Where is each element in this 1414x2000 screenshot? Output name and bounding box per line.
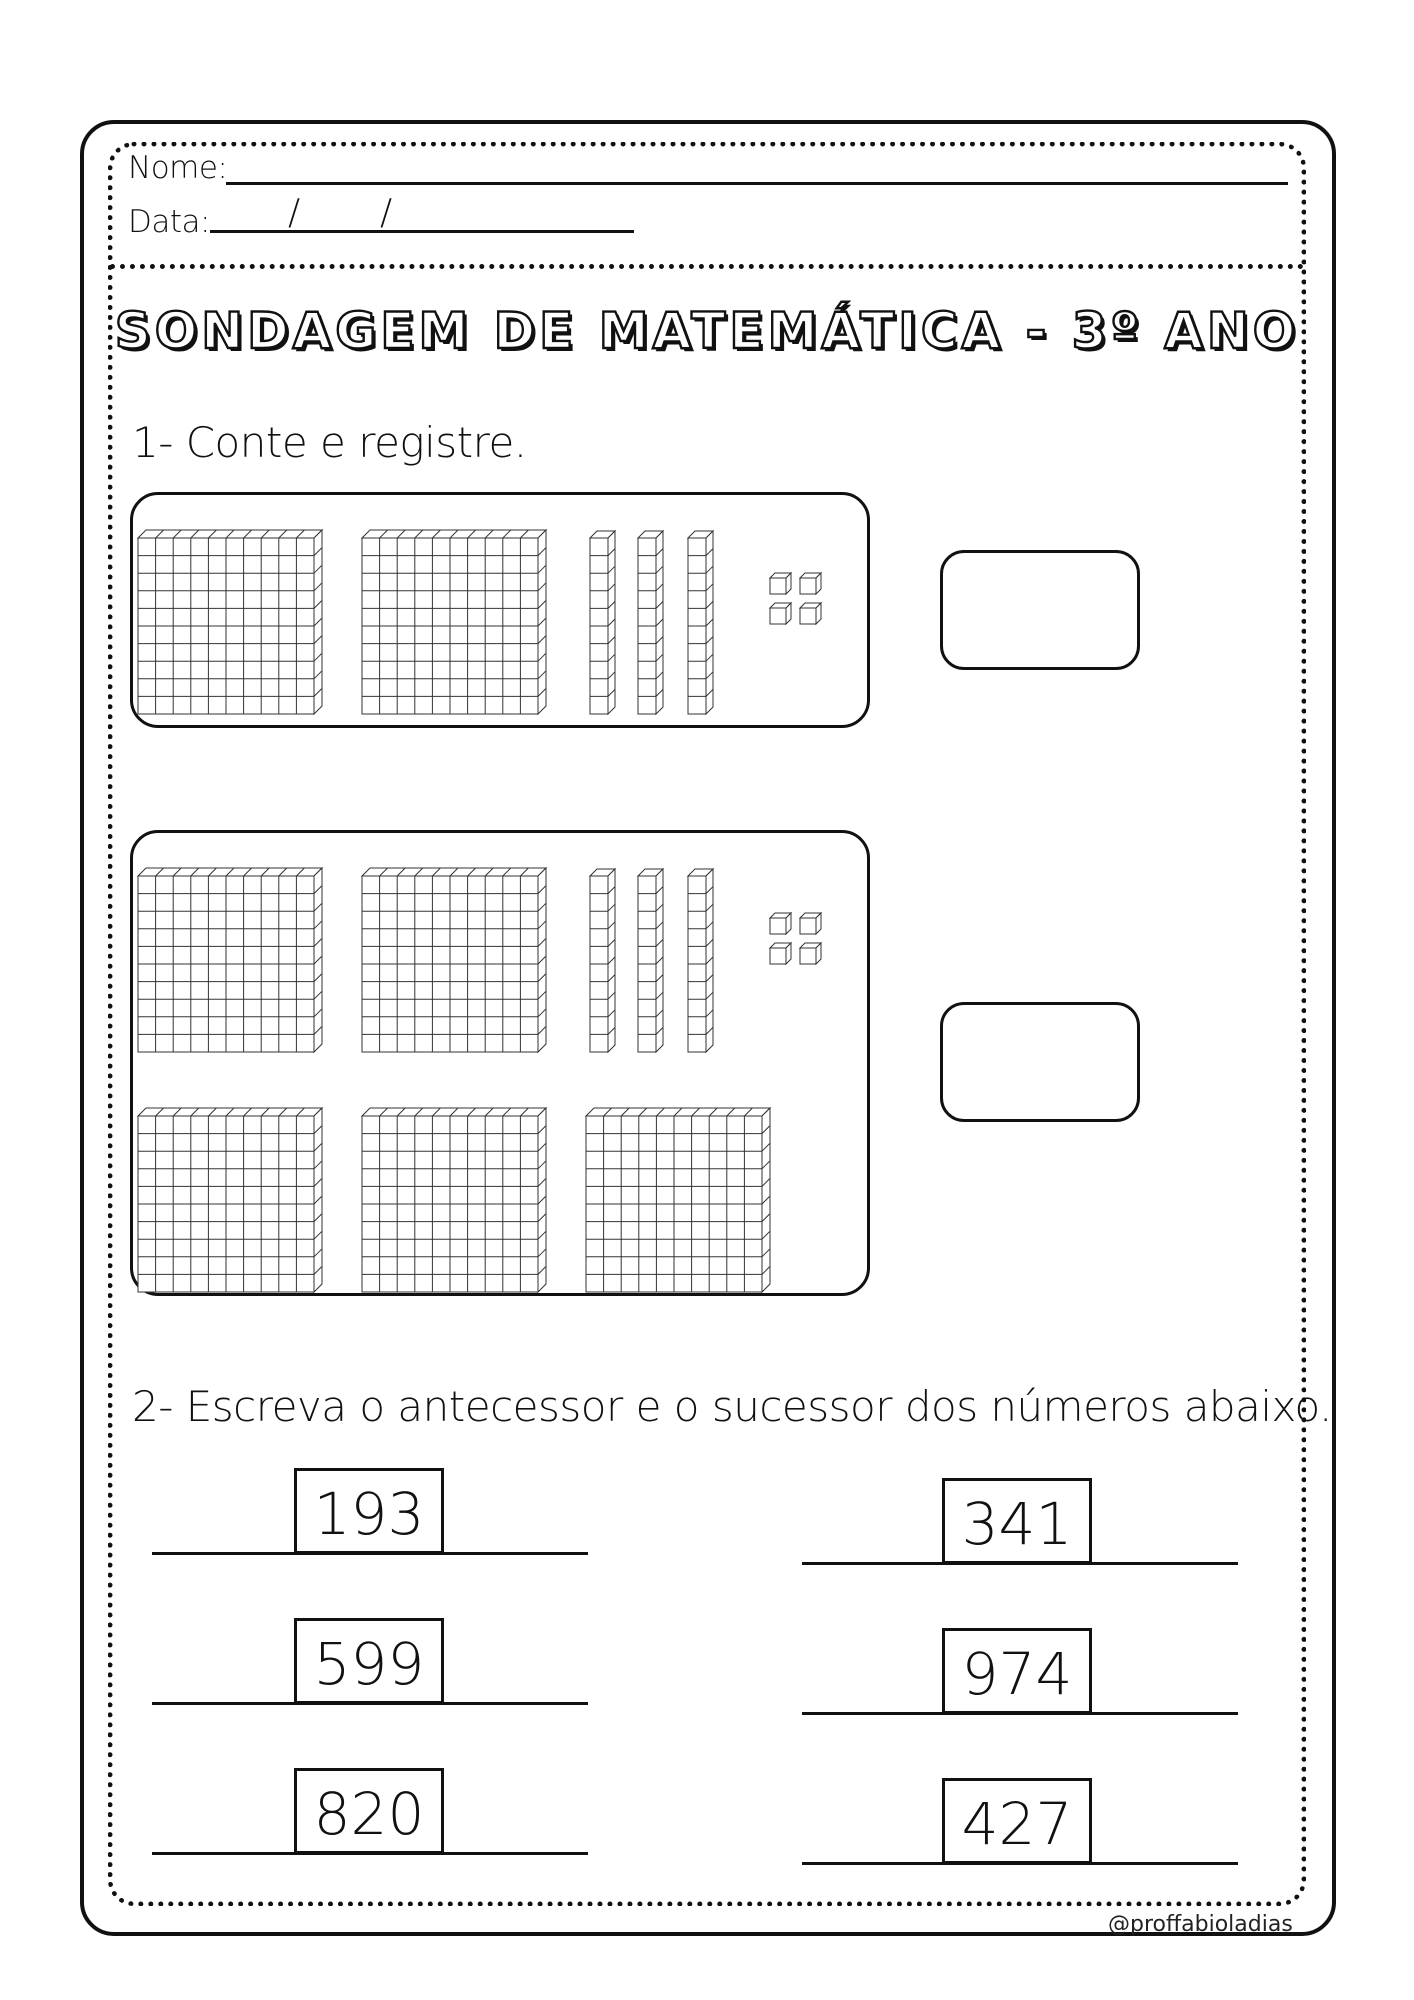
unit-cube <box>770 573 793 596</box>
hundred-block <box>138 1108 324 1294</box>
credit: @proffabioladias <box>1108 1912 1293 1937</box>
unit-cube <box>770 913 793 936</box>
name-field[interactable] <box>226 182 1288 185</box>
date-field[interactable] <box>210 230 634 233</box>
worksheet-title: SONDAGEM DE MATEMÁTICA - 3º ANO <box>114 302 1300 360</box>
ten-rod <box>590 531 617 716</box>
hundred-block <box>138 868 324 1054</box>
hundred-block <box>138 530 324 716</box>
date-slash-2: / <box>380 192 393 233</box>
unit-cube <box>800 573 823 596</box>
number-box: 974 <box>942 1628 1092 1714</box>
number-box: 427 <box>942 1778 1092 1864</box>
unit-cube <box>800 913 823 936</box>
ten-rod <box>638 869 665 1054</box>
hundred-block <box>362 530 548 716</box>
ten-rod <box>590 869 617 1054</box>
date-slash-1: / <box>288 192 301 233</box>
ten-rod <box>688 531 715 716</box>
number-box: 820 <box>294 1768 444 1854</box>
date-label: Data: <box>128 204 210 240</box>
unit-cube <box>770 603 793 626</box>
number-box: 341 <box>942 1478 1092 1564</box>
ten-rod <box>638 531 665 716</box>
number-box: 193 <box>294 1468 444 1554</box>
unit-cube <box>800 603 823 626</box>
question-1-prompt: 1- Conte e registre. <box>132 418 527 467</box>
unit-cube <box>770 943 793 966</box>
answer-box-1[interactable] <box>940 550 1140 670</box>
hundred-block <box>586 1108 772 1294</box>
hundred-block <box>362 868 548 1054</box>
unit-cube <box>800 943 823 966</box>
hundred-block <box>362 1108 548 1294</box>
question-2-prompt: 2- Escreva o antecessor e o sucessor dos números abaixo. <box>132 1382 1332 1431</box>
number-box: 599 <box>294 1618 444 1704</box>
answer-box-2[interactable] <box>940 1002 1140 1122</box>
header-separator <box>110 264 1304 269</box>
name-label: Nome: <box>128 150 228 186</box>
ten-rod <box>688 869 715 1054</box>
